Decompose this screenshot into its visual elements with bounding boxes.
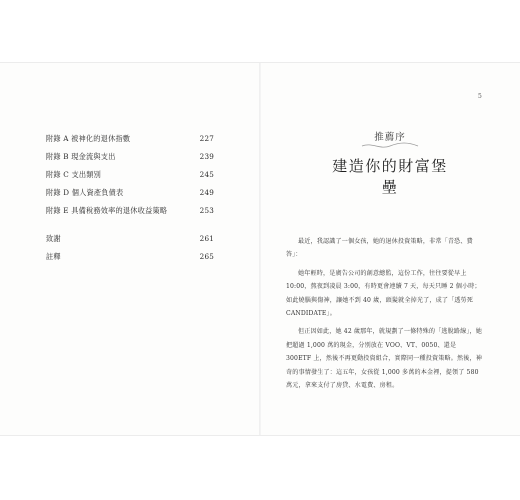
table-of-contents bbox=[46, 130, 214, 266]
toc-entry-label: 附錄 E 具備稅務效率的退休收益策略 bbox=[46, 206, 168, 215]
toc-entry bbox=[46, 148, 214, 166]
toc-entry-page: 239 bbox=[199, 152, 214, 161]
toc-entry bbox=[46, 166, 214, 184]
decorative-swirl-icon bbox=[360, 141, 420, 151]
toc-spacer bbox=[46, 220, 214, 230]
toc-entry-label: 附錄 C 支出類別 bbox=[46, 170, 101, 179]
toc-entry-label: 附錄 B 現金流與支出 bbox=[46, 152, 116, 161]
toc-entry-page: 249 bbox=[199, 188, 214, 197]
toc-entry bbox=[46, 230, 214, 248]
toc-entry bbox=[46, 202, 214, 220]
toc-entry-page: 261 bbox=[199, 234, 214, 243]
body-paragraph: 最近，我認識了一個女孩，她的退休投資策略，非常「青恐、費答」： bbox=[286, 238, 473, 259]
toc-entry bbox=[46, 248, 214, 266]
toc-entry bbox=[46, 130, 214, 148]
toc-entry-label: 附錄 D 個人資產負債表 bbox=[46, 188, 124, 197]
toc-entry-label: 致謝 bbox=[46, 234, 61, 243]
section-kicker: 推薦序 bbox=[374, 132, 406, 143]
toc-entry-label: 附錄 A 被神化的退休指數 bbox=[46, 134, 131, 143]
body-paragraph: 但正因如此，她 42 歲那年，就規劃了一條特殊的「逃脫路線」，她把超過 1,000 萬的現金，分別放在 VOO、VT、0050、還是 300ETF 上，然後不再更動投資組合，實際同一種投資策略。然後，神奇的事情發生了：這五年，女孩從 1,000 多萬的本金裡，提領了 580 萬元，拿來支付了房貸、水電費、房租。 bbox=[286, 328, 483, 390]
body-paragraph: 她年輕時，是廣告公司的創意總監，這份工作，往往要從早上 10:00，熬夜到凌晨 3:00，有時更會連續 7 天，每天只睡 2 個小時；如此燒腦與傷神，讓她不到 40 歲，頭髮就全掉光了，成了「透勞死 CANDIDATE」。 bbox=[286, 269, 481, 318]
body-text bbox=[286, 235, 482, 397]
toc-entry-page: 227 bbox=[199, 134, 214, 143]
toc-entry-label: 註釋 bbox=[46, 252, 61, 261]
toc-entry-page: 253 bbox=[199, 206, 214, 215]
page-gutter bbox=[259, 63, 261, 435]
page-number: 5 bbox=[478, 93, 482, 100]
toc-entry bbox=[46, 184, 214, 202]
book-spread bbox=[0, 62, 520, 436]
toc-entry-page: 265 bbox=[199, 252, 214, 261]
toc-entry-page: 245 bbox=[199, 170, 214, 179]
chapter-title: 建造你的財富堡壘 bbox=[332, 157, 448, 196]
